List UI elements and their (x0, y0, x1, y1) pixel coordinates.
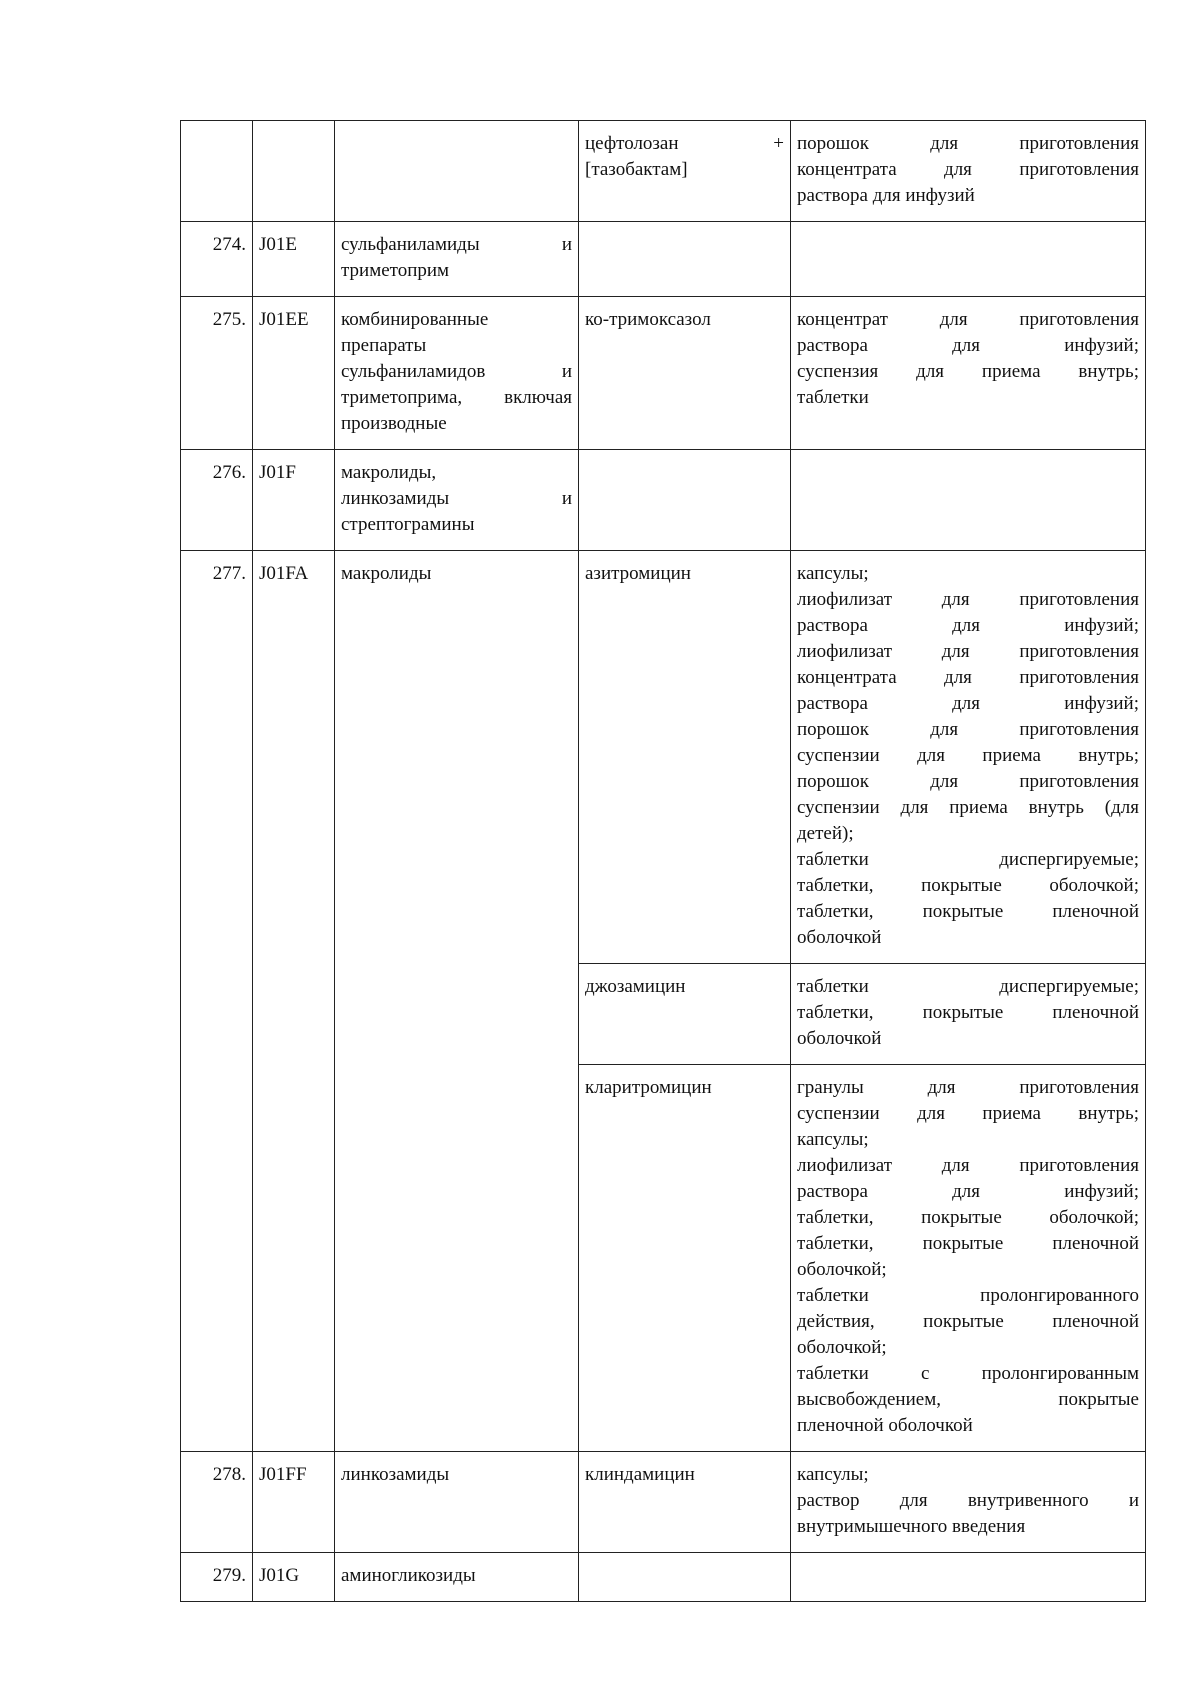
group-name-line: линкозамиды (341, 1464, 450, 1485)
group-name (335, 551, 579, 1452)
dosage-forms-line: концентрат для приготовления (797, 309, 1139, 330)
dosage-forms-line: таблетки пролонгированного (797, 1285, 1139, 1306)
dosage-forms (791, 450, 1146, 551)
row-number: 279. (181, 1553, 253, 1602)
drug-name-line: джозамицин (585, 976, 686, 997)
dosage-forms-line: таблетки, покрытые пленочной (797, 1233, 1139, 1254)
dosage-forms-line: таблетки, покрытые оболочкой; (797, 875, 1139, 896)
drug-name-line: ко-тримоксазол (585, 309, 711, 330)
table-row (181, 121, 1146, 222)
group-name-line: стрептограмины (341, 514, 475, 535)
dosage-forms-line: раствора для инфузий; (797, 335, 1139, 356)
drug-name-line: клиндамицин (585, 1464, 695, 1485)
dosage-forms (791, 551, 1146, 964)
drug-name-line: кларитромицин (585, 1077, 712, 1098)
dosage-forms-line: гранулы для приготовления (797, 1077, 1139, 1098)
dosage-forms-line: раствора для инфузий (797, 185, 975, 206)
table-row (181, 222, 1146, 297)
group-name (335, 121, 579, 222)
table-row (181, 1452, 1146, 1553)
drug-name (579, 1065, 791, 1452)
dosage-forms-line: лиофилизат для приготовления (797, 641, 1139, 662)
dosage-forms-line: таблетки, покрытые оболочкой; (797, 1207, 1139, 1228)
table-body (181, 121, 1146, 1602)
dosage-forms-line: оболочкой; (797, 1337, 887, 1358)
drug-name (579, 1452, 791, 1553)
dosage-forms-line: порошок для приготовления (797, 771, 1139, 792)
drug-list-table (180, 120, 1146, 1602)
dosage-forms-line: лиофилизат для приготовления (797, 1155, 1139, 1176)
group-name (335, 222, 579, 297)
atc-code: J01EE (253, 297, 335, 450)
dosage-forms (791, 222, 1146, 297)
drug-name (579, 1553, 791, 1602)
group-name (335, 1452, 579, 1553)
dosage-forms-line: таблетки с пролонгированным (797, 1363, 1139, 1384)
dosage-forms-line: порошок для приготовления (797, 133, 1139, 154)
atc-code: J01FF (253, 1452, 335, 1553)
drug-name (579, 551, 791, 964)
dosage-forms-line: раствора для инфузий; (797, 1181, 1139, 1202)
drug-name (579, 121, 791, 222)
group-name-line: комбинированные (341, 309, 489, 330)
dosage-forms (791, 1553, 1146, 1602)
dosage-forms-line: действия, покрытые пленочной (797, 1311, 1139, 1332)
dosage-forms-line: суспензия для приема внутрь; (797, 361, 1139, 382)
dosage-forms (791, 1452, 1146, 1553)
dosage-forms (791, 297, 1146, 450)
row-number (181, 121, 253, 222)
group-name (335, 297, 579, 450)
dosage-forms-line: таблетки диспергируемые; (797, 849, 1139, 870)
group-name-line: макролиды (341, 563, 432, 584)
dosage-forms-line: суспензии для приема внутрь; (797, 1103, 1139, 1124)
atc-code: J01G (253, 1553, 335, 1602)
dosage-forms-line: таблетки диспергируемые; (797, 976, 1139, 997)
dosage-forms-line: раствора для инфузий; (797, 693, 1139, 714)
dosage-forms (791, 1065, 1146, 1452)
dosage-forms-line: оболочкой (797, 927, 882, 948)
dosage-forms-line: капсулы; (797, 1129, 869, 1150)
atc-code: J01F (253, 450, 335, 551)
group-name-line: сульфаниламиды и (341, 234, 572, 255)
group-name-line: препараты (341, 335, 427, 356)
row-number: 276. (181, 450, 253, 551)
atc-code (253, 121, 335, 222)
dosage-forms-line: капсулы; (797, 563, 869, 584)
dosage-forms-line: пленочной оболочкой (797, 1415, 973, 1436)
drug-name (579, 450, 791, 551)
row-number: 277. (181, 551, 253, 1452)
drug-name-line: цефтолозан + (585, 133, 784, 154)
group-name-line: триметоприма, включая (341, 387, 572, 408)
dosage-forms-line: таблетки, покрытые пленочной (797, 901, 1139, 922)
dosage-forms-line: оболочкой (797, 1028, 882, 1049)
group-name-line: триметоприм (341, 260, 450, 281)
drug-name (579, 222, 791, 297)
atc-code: J01E (253, 222, 335, 297)
group-name-line: линкозамиды и (341, 488, 572, 509)
dosage-forms-line: внутримышечного введения (797, 1516, 1026, 1537)
group-name-line: макролиды, (341, 462, 437, 483)
dosage-forms-line: суспензии для приема внутрь; (797, 745, 1139, 766)
row-number: 274. (181, 222, 253, 297)
drug-name-line: [тазобактам] (585, 159, 688, 180)
dosage-forms-line: оболочкой; (797, 1259, 887, 1280)
drug-name-line: азитромицин (585, 563, 691, 584)
drug-name (579, 297, 791, 450)
group-name (335, 450, 579, 551)
dosage-forms-line: концентрата для приготовления (797, 667, 1139, 688)
dosage-forms (791, 964, 1146, 1065)
drug-name (579, 964, 791, 1065)
dosage-forms-line: порошок для приготовления (797, 719, 1139, 740)
dosage-forms-line: капсулы; (797, 1464, 869, 1485)
dosage-forms-line: детей); (797, 823, 854, 844)
table-row (181, 551, 1146, 964)
table-row (181, 450, 1146, 551)
group-name-line: аминогликозиды (341, 1565, 476, 1586)
table-row (181, 297, 1146, 450)
dosage-forms-line: таблетки (797, 387, 869, 408)
dosage-forms-line: высвобождением, покрытые (797, 1389, 1139, 1410)
row-number: 278. (181, 1452, 253, 1553)
dosage-forms (791, 121, 1146, 222)
table-row (181, 1553, 1146, 1602)
row-number: 275. (181, 297, 253, 450)
group-name-line: сульфаниламидов и (341, 361, 572, 382)
dosage-forms-line: раствора для инфузий; (797, 615, 1139, 636)
dosage-forms-line: суспензии для приема внутрь (для (797, 797, 1139, 818)
dosage-forms-line: концентрата для приготовления (797, 159, 1139, 180)
group-name (335, 1553, 579, 1602)
dosage-forms-line: лиофилизат для приготовления (797, 589, 1139, 610)
dosage-forms-line: таблетки, покрытые пленочной (797, 1002, 1139, 1023)
dosage-forms-line: раствор для внутривенного и (797, 1490, 1139, 1511)
group-name-line: производные (341, 413, 447, 434)
atc-code: J01FA (253, 551, 335, 1452)
